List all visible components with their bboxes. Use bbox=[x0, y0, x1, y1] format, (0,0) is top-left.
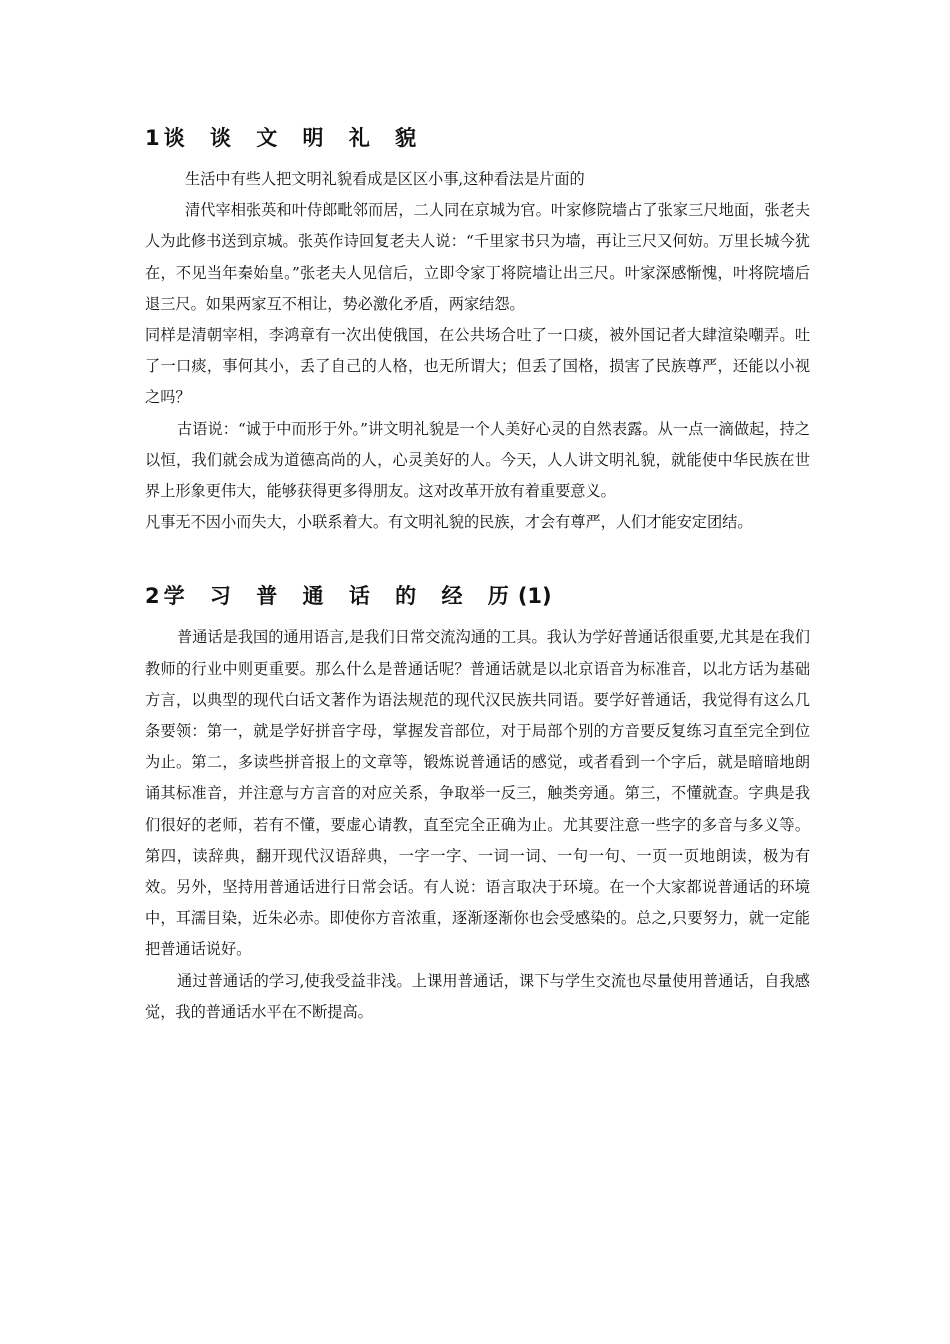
section-2-heading bbox=[145, 576, 810, 616]
section-2-number: 2 bbox=[145, 584, 160, 609]
section-1-paragraph-1: 生活中有些人把文明礼貌看成是区区小事,这种看法是片面的 bbox=[185, 170, 585, 188]
section-1-paragraph-2: 清代宰相张英和叶侍郎毗邻而居，二人同在京城为官。叶家修院墙占了张家三尺地面，张老夫人为此修书送到京城。张英作诗回复老夫人说：“千里家书只为墙，再让三尺又何妨。万里长城今犹在，不见当年秦始皇。”张老夫人见信后，立即令家丁将院墙让出三尺。叶家深感惭愧，叶将院墙后退三尺。如果两家互不相让，势必激化矛盾，两家结怨。 bbox=[145, 201, 810, 313]
section-2-title: 学 习 普 通 话 的 经 历 bbox=[163, 584, 518, 609]
section-1-number: 1 bbox=[145, 126, 160, 150]
section-1-paragraph-4: 古语说：“诚于中而形于外。”讲文明礼貌是一个人美好心灵的自然表露。从一点一滴做起，持之以恒，我们就会成为道德高尚的人，心灵美好的人。今天，人人讲文明礼貌，就能使中华民族在世界上形象更伟大，能够获得更多得朋友。这对改革开放有着重要意义。 bbox=[145, 419, 810, 501]
document-page bbox=[145, 118, 810, 1028]
section-1-paragraph-3: 同样是清朝宰相，李鸿章有一次出使俄国，在公共场合吐了一口痰，被外国记者大肆渲染嘲弄。吐了一口痰，事何其小，丢了自己的人格，也无所谓大；但丢了国格，损害了民族尊严，还能以小视之吗？ bbox=[145, 326, 810, 407]
section-2-title-suffix: (1) bbox=[517, 584, 552, 609]
section-1-heading bbox=[145, 118, 810, 158]
section-1-paragraph-5: 凡事无不因小而失大，小联系着大。有文明礼貌的民族，才会有尊严，人们才能安定团结。 bbox=[145, 513, 753, 532]
section-1-title: 谈 谈 文 明 礼 貌 bbox=[163, 126, 426, 150]
section-2-paragraph-2: 通过普通话的学习,使我受益非浅。上课用普通话，课下与学生交流也尽量使用普通话，自我感觉，我的普通话水平在不断提高。 bbox=[145, 971, 810, 1021]
section-2-paragraph-1: 普通话是我国的通用语言,是我们日常交流沟通的工具。我认为学好普通话很重要,尤其是在我们教师的行业中则更重要。那么什么是普通话呢？普通话就是以北京语音为标准音，以北方话为基础方言，以典型的现代白话文著作为语法规范的现代汉民族共同语。要学好普通话，我觉得有这么几条要领：第一，就是学好拼音字母，掌握发音部位，对于局部个别的方音要反复练习直至完全到位为止。第二，多读些拼音报上的文章等，锻炼说普通话的感觉，或者看到一个字后，就是暗暗地朗诵其标准音，并注意与方言音的对应关系，争取举一反三，触类旁通。第三，不懂就查。字典是我们很好的老师，若有不懂，要虚心请教，直至完全正确为止。尤其要注意一些字的多音与多义等。第四，读辞典，翻开现代汉语辞典，一字一字、一词一词、一句一句、一页一页地朗读，极为有效。另外，坚持用普通话进行日常会话。有人说：语言取决于环境。在一个大家都说普通话的环境中，耳濡目染，近朱必赤。即使你方音浓重，逐渐逐渐你也会受感染的。总之,只要努力，就一定能把普通话说好。 bbox=[145, 628, 810, 959]
